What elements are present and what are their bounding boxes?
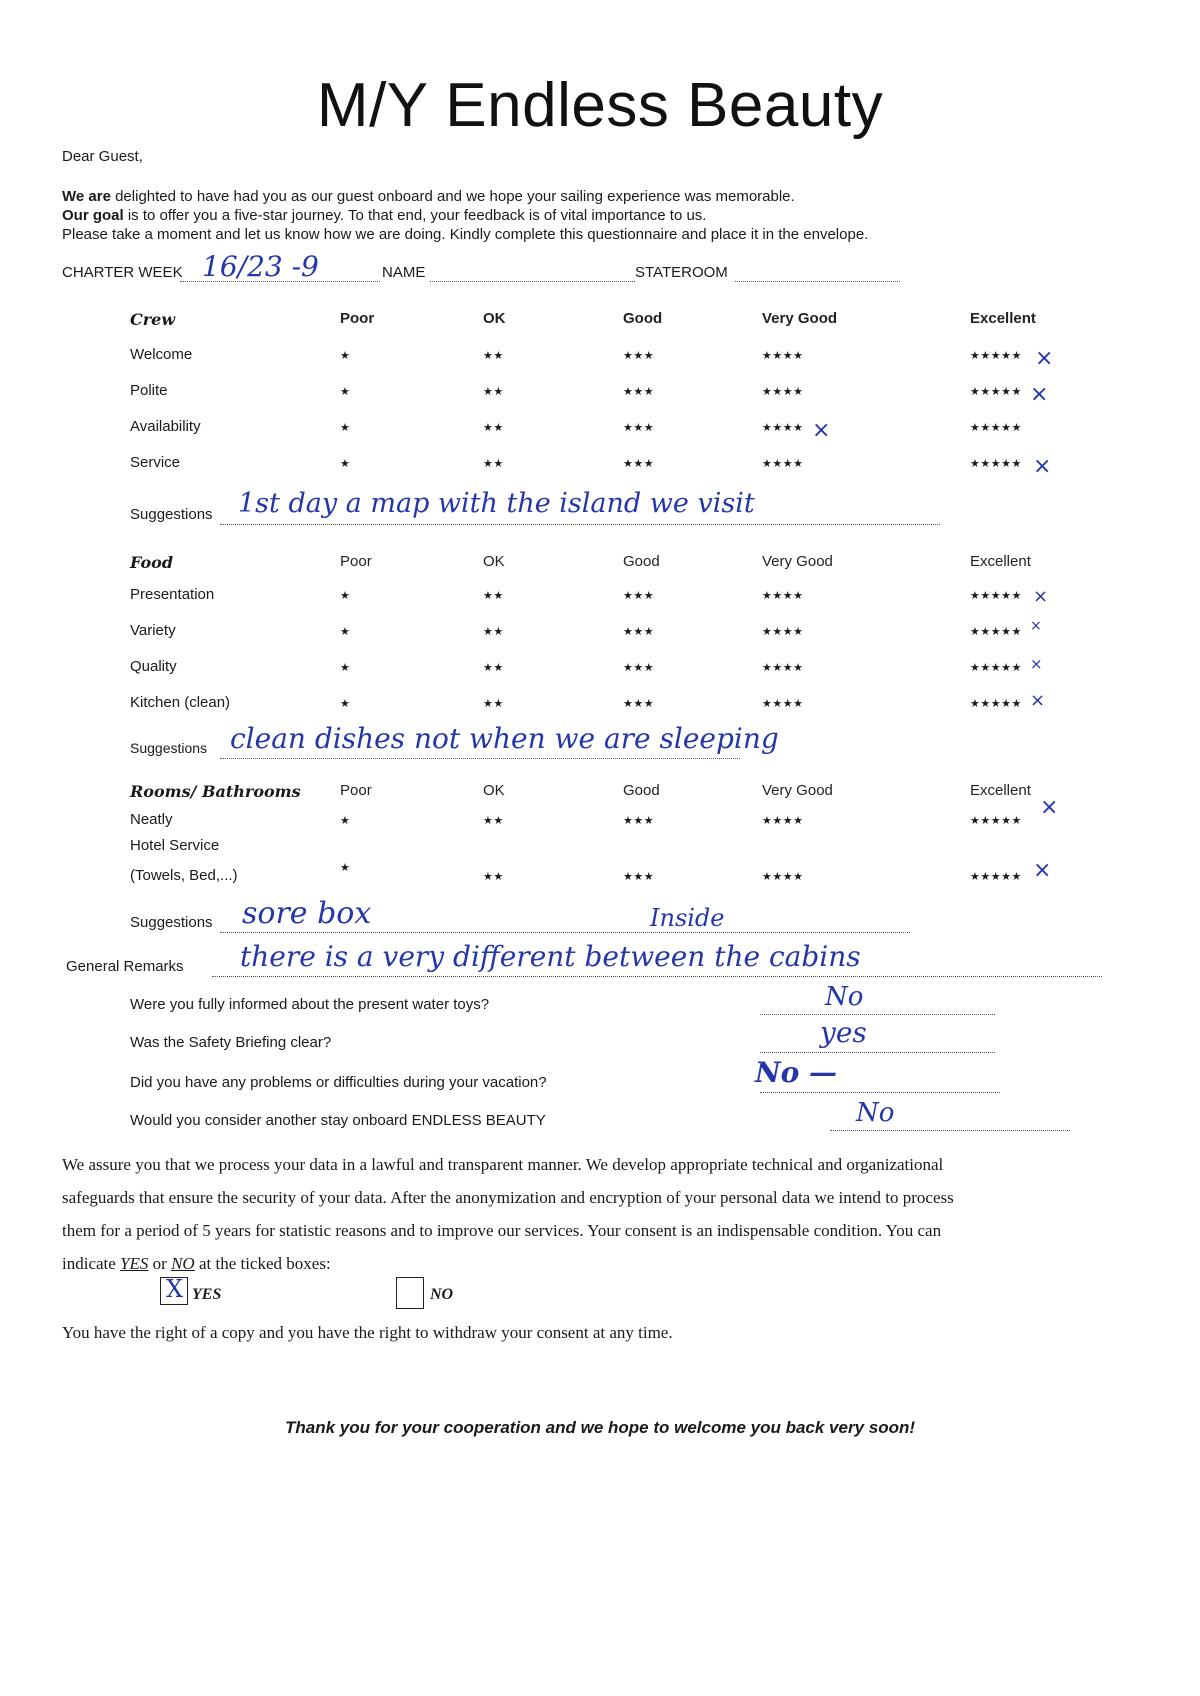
col-good: Good xyxy=(623,310,663,327)
col-poor: Poor xyxy=(340,782,372,799)
consent-no-label: NO xyxy=(430,1286,454,1303)
col-very-good: Very Good xyxy=(762,782,833,799)
check-mark: × xyxy=(1033,454,1052,479)
star-option[interactable]: ★★★ xyxy=(623,698,655,710)
star-option[interactable]: ★ xyxy=(340,590,351,602)
star-option[interactable]: ★★★★ xyxy=(762,815,804,827)
intro-line-3: Please take a moment and let us know how we are doing. Kindly complete this questionnaire and place it in the envelope. xyxy=(62,226,869,243)
food-suggestions-value[interactable]: clean dishes not when we are sleeping xyxy=(230,722,779,755)
page-title: M/Y Endless Beauty xyxy=(316,71,884,140)
col-excellent: Excellent xyxy=(970,782,1031,799)
star-option[interactable]: ★★★★★ xyxy=(970,590,1022,602)
question-water-toys: Were you fully informed about the present water toys? xyxy=(130,996,490,1013)
star-option[interactable]: ★ xyxy=(340,458,351,470)
check-mark: × xyxy=(1030,655,1043,673)
answer-line xyxy=(760,1052,995,1053)
stateroom-label: STATEROOM xyxy=(635,264,728,281)
star-option[interactable]: ★★★ xyxy=(623,871,655,883)
col-ok: OK xyxy=(483,782,505,799)
crew-suggestions-row xyxy=(130,488,1070,530)
suggestions-line xyxy=(220,758,740,759)
name-line[interactable] xyxy=(430,281,635,282)
star-option[interactable]: ★★★ xyxy=(623,590,655,602)
star-option[interactable]: ★★★★ xyxy=(762,350,804,362)
general-remarks-value[interactable]: there is a very different between the cabins xyxy=(240,940,861,973)
consent-no-checkbox[interactable] xyxy=(396,1277,424,1309)
food-title: Food xyxy=(130,553,174,572)
star-option[interactable]: ★ xyxy=(340,862,351,874)
star-option[interactable]: ★★★★★ xyxy=(970,626,1022,638)
star-option[interactable]: ★★★★ xyxy=(762,590,804,602)
question-problems: Did you have any problems or difficulties during your vacation? xyxy=(130,1074,547,1091)
charter-week-label: CHARTER WEEK xyxy=(62,264,183,281)
intro-line-1: We are delighted to have had you as our guest onboard and we hope your sailing experience was memorable. xyxy=(62,188,795,205)
row-label: Welcome xyxy=(130,346,193,363)
col-excellent: Excellent xyxy=(970,310,1036,327)
answer-line xyxy=(830,1130,1070,1131)
col-very-good: Very Good xyxy=(762,310,838,327)
answer-another-stay[interactable]: No xyxy=(856,1098,895,1128)
rating-row xyxy=(130,418,1070,442)
col-ok: OK xyxy=(483,310,506,327)
check-mark: × xyxy=(1033,586,1049,607)
row-label: Quality xyxy=(130,658,177,675)
star-option[interactable]: ★★★★★ xyxy=(970,698,1022,710)
check-mark: × xyxy=(1035,346,1054,371)
rooms-suggestions-value-2[interactable]: Inside xyxy=(650,904,725,932)
crew-section xyxy=(130,310,1070,530)
star-option[interactable]: ★ xyxy=(340,698,351,710)
row-label: Hotel Service xyxy=(130,837,220,854)
star-option[interactable]: ★★★★ xyxy=(762,698,804,710)
crew-header-row xyxy=(130,310,1070,334)
star-option[interactable]: ★★★ xyxy=(623,626,655,638)
rating-row xyxy=(130,795,1070,835)
star-option[interactable]: ★★★★★ xyxy=(970,386,1022,398)
row-label-line xyxy=(130,837,1070,861)
col-ok: OK xyxy=(483,553,505,570)
star-option[interactable]: ★★★★★ xyxy=(970,871,1022,883)
star-option[interactable]: ★★★★★ xyxy=(970,458,1022,470)
question-another-stay: Would you consider another stay onboard ENDLESS BEAUTY xyxy=(130,1112,546,1129)
star-option[interactable]: ★★★ xyxy=(623,815,655,827)
rating-row xyxy=(130,454,1070,478)
rating-row xyxy=(130,382,1070,406)
name-label: NAME xyxy=(382,264,426,281)
privacy-line-3: them for a period of 5 years for statistic reasons and to improve our services. Your consent is an indispensable condition. You can xyxy=(62,1221,942,1240)
col-excellent: Excellent xyxy=(970,553,1031,570)
row-label: Variety xyxy=(130,622,176,639)
star-option[interactable]: ★★★ xyxy=(623,662,655,674)
star-option[interactable]: ★★★★ xyxy=(762,422,804,434)
general-remarks-label: General Remarks xyxy=(66,958,184,975)
rating-row xyxy=(130,346,1070,370)
star-option[interactable]: ★ xyxy=(340,626,351,638)
check-mark: × xyxy=(1033,858,1052,883)
star-option[interactable]: ★ xyxy=(340,386,351,398)
suggestions-line xyxy=(220,524,940,525)
suggestions-label: Suggestions xyxy=(130,740,208,756)
col-good: Good xyxy=(623,553,660,570)
food-header-row xyxy=(130,553,1070,577)
star-option[interactable]: ★ xyxy=(340,422,351,434)
row-label: Availability xyxy=(130,418,201,435)
star-option[interactable]: ★★★★ xyxy=(762,662,804,674)
star-option[interactable]: ★★ xyxy=(483,386,504,398)
food-suggestions-row xyxy=(130,722,1070,764)
star-option[interactable]: ★★ xyxy=(483,662,504,674)
greeting: Dear Guest, xyxy=(62,148,143,165)
star-option[interactable]: ★★★★ xyxy=(762,458,804,470)
consent-yes-mark: X xyxy=(166,1275,184,1303)
check-mark: × xyxy=(1030,382,1049,407)
rating-row xyxy=(130,858,1070,891)
star-option[interactable]: ★★ xyxy=(483,590,504,602)
row-label: Kitchen (clean) xyxy=(130,694,231,711)
star-option[interactable]: ★★★ xyxy=(623,422,655,434)
star-option[interactable]: ★★★★★ xyxy=(970,350,1022,362)
answer-line xyxy=(760,1014,995,1015)
star-option[interactable]: ★★★★ xyxy=(762,386,804,398)
rating-row xyxy=(130,586,1070,610)
food-section xyxy=(130,553,1070,763)
thank-you-note: Thank you for your cooperation and we hope to welcome you back very soon! xyxy=(284,1418,916,1437)
crew-suggestions-value[interactable]: 1st day a map with the island we visit xyxy=(238,488,755,519)
consent-yes-checkbox[interactable] xyxy=(160,1277,188,1305)
answer-problems[interactable]: No — xyxy=(755,1056,838,1089)
privacy-line-2: safeguards that ensure the security of your data. After the anonymization and encryption of your personal data we intend to process xyxy=(62,1188,954,1207)
col-poor: Poor xyxy=(340,553,372,570)
rooms-section xyxy=(130,782,1070,942)
rooms-suggestions-row xyxy=(130,896,1070,938)
rating-row xyxy=(130,618,1070,646)
star-option[interactable]: ★★★★ xyxy=(762,871,804,883)
privacy-line-1: We assure you that we process your data in a lawful and transparent manner. We develop appropriate technical and organizational xyxy=(62,1155,944,1174)
rooms-title: Rooms/ Bathrooms xyxy=(130,782,301,801)
row-label: (Towels, Bed,...) xyxy=(130,867,238,884)
star-option[interactable]: ★ xyxy=(340,815,351,827)
star-option[interactable]: ★★★★ xyxy=(762,626,804,638)
row-label: Polite xyxy=(130,382,168,399)
rating-row xyxy=(130,690,1070,718)
check-mark: × xyxy=(1030,690,1046,711)
row-label: Presentation xyxy=(130,586,215,603)
answer-water-toys[interactable]: No xyxy=(825,982,864,1012)
stateroom-line[interactable] xyxy=(735,281,900,282)
general-remarks-line xyxy=(212,976,1102,977)
star-option[interactable]: ★ xyxy=(340,350,351,362)
answer-line xyxy=(760,1092,1000,1093)
suggestions-label: Suggestions xyxy=(130,506,213,523)
star-option[interactable]: ★★★★★ xyxy=(970,662,1022,674)
col-good: Good xyxy=(623,782,660,799)
rooms-suggestions-value[interactable]: sore box xyxy=(242,896,372,931)
star-option[interactable]: ★★ xyxy=(483,698,504,710)
star-option[interactable]: ★★★★★ xyxy=(970,422,1022,434)
row-label: Service xyxy=(130,454,181,471)
intro-line-2: Our goal is to offer you a five-star journey. To that end, your feedback is of vital importance to us. xyxy=(62,207,707,224)
check-mark: × xyxy=(1040,795,1059,820)
crew-title: Crew xyxy=(130,310,176,329)
consent-yes-label: YES xyxy=(192,1286,222,1303)
star-option[interactable]: ★★ xyxy=(483,422,504,434)
star-option[interactable]: ★★ xyxy=(483,458,504,470)
row-label: Neatly xyxy=(130,811,173,828)
check-mark: × xyxy=(1030,618,1042,634)
rooms-header-row xyxy=(130,782,1070,806)
rights-text: You have the right of a copy and you have the right to withdraw your consent at any time. xyxy=(62,1323,673,1342)
star-option[interactable]: ★★★ xyxy=(623,458,655,470)
charter-week-value[interactable]: 16/23 -9 xyxy=(202,250,319,283)
check-mark: × xyxy=(812,418,831,443)
suggestions-line xyxy=(220,932,910,933)
star-option[interactable]: ★★ xyxy=(483,871,504,883)
star-option[interactable]: ★★ xyxy=(483,815,504,827)
answer-safety-briefing[interactable]: yes xyxy=(820,1016,867,1049)
star-option[interactable]: ★★ xyxy=(483,626,504,638)
star-option[interactable]: ★★ xyxy=(483,350,504,362)
star-option[interactable]: ★★★★★ xyxy=(970,815,1022,827)
question-safety-briefing: Was the Safety Briefing clear? xyxy=(130,1034,332,1051)
suggestions-label: Suggestions xyxy=(130,914,213,931)
privacy-line-4: indicate YES or NO at the ticked boxes: xyxy=(62,1254,331,1273)
col-poor: Poor xyxy=(340,310,375,327)
col-very-good: Very Good xyxy=(762,553,833,570)
star-option[interactable]: ★ xyxy=(340,662,351,674)
star-option[interactable]: ★★★ xyxy=(623,350,655,362)
rating-row xyxy=(130,655,1070,682)
star-option[interactable]: ★★★ xyxy=(623,386,655,398)
